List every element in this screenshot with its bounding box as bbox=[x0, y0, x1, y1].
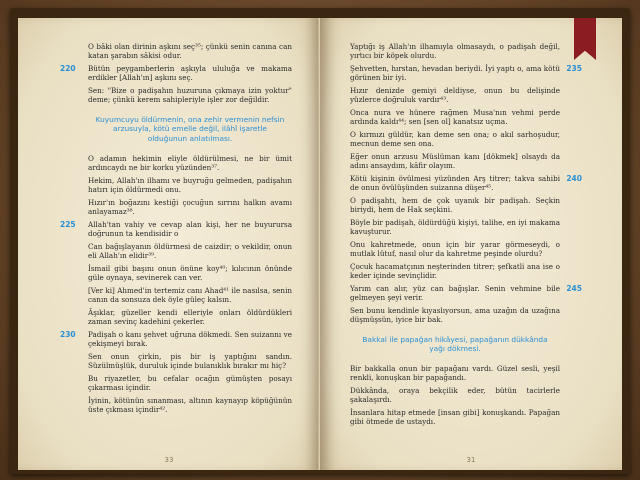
verse-text: Padişah o kanı şehvet uğruna dökmedi. Sen suizannı ve çekişmeyi bırak. bbox=[88, 329, 292, 348]
verse-paragraph bbox=[350, 108, 560, 127]
verse-paragraph bbox=[88, 198, 292, 217]
verse-paragraph bbox=[88, 396, 292, 415]
verse-paragraph bbox=[350, 262, 560, 281]
verse-text: Sen bunu kendinle kıyaslıyorsun, ama uzağın da uzağına düşmüşsün, iyice bir bak. bbox=[350, 306, 560, 325]
verse-text: Yarım can alır, yüz can bağışlar. Senin vehmine bile gelmeyen şeyi verir. bbox=[350, 284, 560, 303]
verse-text: Onu kahretmede, onun için bir yarar görmeseydi, o mutlak lütuf, nasıl olur da kahretme peşinde olurdu? bbox=[350, 240, 560, 259]
verse-text: Sen onun çirkin, pis bir iş yaptığını sandın. Süzülmüşlük, duruluk içinde bulanıklık bırakır mı hiç? bbox=[88, 351, 292, 370]
verse-text: Bu riyazetler, bu cefalar ocağın gümüşten posayı çıkarması içindir. bbox=[88, 373, 292, 392]
verse-text: [Ver ki] Ahmed'in tertemiz canı Ahad⁴¹ ile nasılsa, senin canın da sonsuza dek öyle güleç kalsın. bbox=[88, 285, 292, 304]
verse-number: 240 bbox=[566, 174, 582, 183]
verse-text: Dükkânda, oraya bekçilik eder, bütün tacirlerle şakalaşırdı. bbox=[350, 386, 560, 405]
verse-number: 220 bbox=[60, 64, 76, 73]
verse-text: İyinin, kötünün sınanması, altının kaynayıp köpüğünün üste çıkması içindir⁴². bbox=[88, 395, 292, 414]
verse-paragraph bbox=[88, 308, 292, 327]
verse-text: Çocuk hacamatçının neşterinden titrer; şefkatli ana ise o keder içinde sevinçlidir. bbox=[350, 262, 560, 281]
section-heading: Kuyumcuyu öldürmenin, ona zehir vermenin nefsin arzusuyla, kötü emelle değil, ilâhî işaretle olduğunun anlatılması. bbox=[95, 114, 285, 143]
verse-text: Allah'tan vahiy ve cevap alan kişi, her ne buyurursa doğrunun ta kendisidir o bbox=[88, 219, 292, 238]
verse-text: Sen: "Bize o padişahın huzuruna çıkmaya izin yoktur" deme; çünkü kerem sahipleriyle işler zor değildir. bbox=[88, 86, 292, 105]
verse-paragraph bbox=[88, 242, 292, 261]
verse-text: Eğer onun arzusu Müslüman kanı [dökmek] olsaydı da adını ansaydım, kâfir olayım. bbox=[350, 152, 560, 171]
verse-paragraph bbox=[350, 86, 560, 105]
verse-text: Bir bakkalla onun bir papağanı vardı. Güzel sesli, yeşil renkli, konuşkan bir papağandı. bbox=[350, 364, 560, 383]
verse-paragraph bbox=[350, 42, 560, 61]
verse-paragraph bbox=[350, 130, 560, 149]
verse-paragraph bbox=[88, 154, 292, 173]
verse-text: Hızır'ın boğazını kestiği çocuğun sırrını halkın avamı anlayamaz³⁸. bbox=[88, 197, 292, 216]
verse-paragraph bbox=[88, 374, 292, 393]
verse-text: İnsanlara hitap etmede [insan gibi] konuşkandı. Papağan gibi ötmede de ustaydı. bbox=[350, 408, 560, 427]
right-page-content bbox=[320, 42, 622, 448]
verse-text: O adamın hekimin eliyle öldürülmesi, ne bir ümit ardıncaydı ne bir korku yüzünden³⁷. bbox=[88, 153, 292, 172]
verse-paragraph bbox=[88, 42, 292, 61]
verse-paragraph bbox=[350, 64, 582, 83]
verse-text: Böyle bir padişah, öldürdüğü kişiyi, talihe, en iyi makama kavuşturur. bbox=[350, 218, 560, 237]
verse-paragraph bbox=[88, 176, 292, 195]
verse-text: Kötü kişinin övülmesi yüzünden Arş titrer; takva sahibi de onun övülüşünden suizanna düşer⁴⁵. bbox=[350, 174, 560, 193]
verse-number: 245 bbox=[566, 284, 582, 293]
verse-text: Hızır denizde gemiyi deldiyse, onun bu delişinde yüzlerce doğruluk vardır⁴³. bbox=[350, 86, 560, 105]
verse-paragraph bbox=[350, 196, 560, 215]
verse-paragraph bbox=[60, 219, 292, 239]
verse-text: Yaptığı iş Allah'ın ilhamıyla olmasaydı, o padişah değil, yırtıcı bir köpek olurdu. bbox=[350, 42, 560, 61]
verse-text: O padişahtı, hem de çok uyanık bir padişah. Seçkin biriydi, hem de Hak seçkini. bbox=[350, 196, 560, 215]
verse-text: Can bağışlayanın öldürmesi de caizdir; o vekildir, onun eli Allah'ın elidir³⁹. bbox=[88, 241, 292, 260]
verse-text: O kırmızı güldür, kan deme sen ona; o akıl sarhoşudur, mecnun deme sen ona. bbox=[350, 130, 560, 149]
left-page-content bbox=[18, 42, 320, 448]
verse-paragraph bbox=[350, 364, 560, 383]
right-page bbox=[320, 18, 622, 470]
section-heading: Bakkal ile papağan hikâyesi, papağanın dükkânda yağı dökmesi. bbox=[362, 334, 548, 354]
verse-paragraph bbox=[350, 284, 582, 303]
verse-paragraph bbox=[350, 408, 560, 427]
verse-text: Bütün peygamberlerin aşkıyla ululuğa ve makama erdikler [Allah'ın] aşkını seç. bbox=[88, 64, 292, 83]
book bbox=[10, 8, 630, 474]
verse-paragraph bbox=[350, 218, 560, 237]
verse-paragraph bbox=[88, 86, 292, 105]
verse-paragraph bbox=[350, 306, 560, 325]
verse-paragraph bbox=[88, 352, 292, 371]
verse-paragraph bbox=[60, 329, 292, 349]
verse-text: İsmail gibi başını onun önüne koy⁴⁰; kılıcının önünde güle oynaya, sevinerek can ver. bbox=[88, 263, 292, 282]
verse-text: Hekim, Allah'ın ilhamı ve buyruğu gelmeden, padişahın hatırı için öldürmedi onu. bbox=[88, 175, 292, 194]
verse-paragraph bbox=[88, 264, 292, 283]
verse-text: Şehvetten, hırstan, hevadan beriydi. İyi yaptı o, ama kötü görünen bir iyi. bbox=[350, 64, 560, 83]
left-page bbox=[18, 18, 320, 470]
verse-text: Âşıklar, güzeller kendi elleriyle onları öldürdükleri zaman sevinç kadehini çekerler. bbox=[88, 307, 292, 326]
verse-paragraph bbox=[60, 64, 292, 83]
verse-paragraph bbox=[350, 240, 560, 259]
verse-paragraph bbox=[350, 174, 582, 193]
verse-text: O bâki olan dirinin aşkını seç³⁵; çünkü senin canına can katan şarabın sâkisi odur. bbox=[88, 42, 292, 61]
verse-paragraph bbox=[350, 386, 560, 405]
verse-number: 235 bbox=[566, 64, 582, 73]
left-page-number: 33 bbox=[164, 456, 174, 464]
verse-paragraph bbox=[88, 286, 292, 305]
verse-paragraph bbox=[350, 152, 560, 171]
verse-number: 230 bbox=[60, 329, 76, 339]
verse-text: Onca nura ve hünere rağmen Musa'nın vehmi perde ardında kaldı⁴⁴; sen [sen ol] kanatsız uçma. bbox=[350, 108, 560, 127]
right-page-number: 31 bbox=[466, 456, 476, 464]
verse-number: 225 bbox=[60, 219, 76, 229]
